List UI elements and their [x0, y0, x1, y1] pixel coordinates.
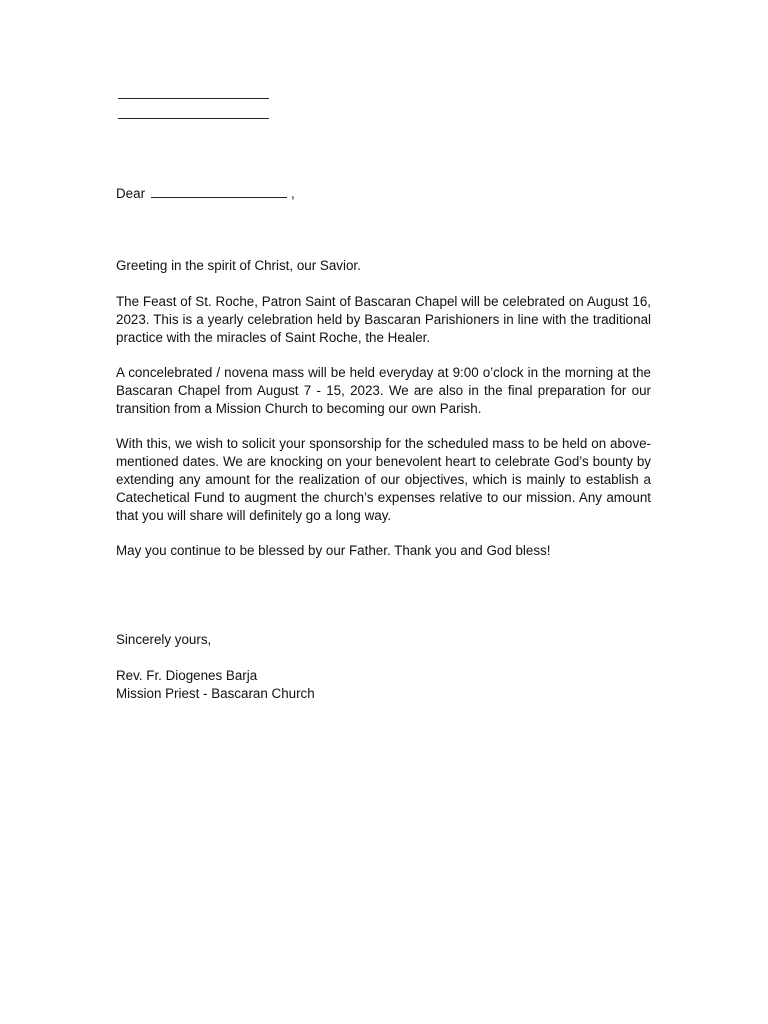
paragraph-novena: A concelebrated / novena mass will be held everyday at 9:00 o’clock in the morning at the Bascaran Chapel from August 7 - 15, 2023. We are also in the final preparation for our transition from a Mission Church to becoming our own Parish.: [116, 365, 651, 416]
signer-title: Mission Priest - Bascaran Church: [116, 686, 315, 701]
recipient-name-blank: [118, 98, 269, 99]
salutation-comma: ,: [291, 186, 295, 201]
salutation-name-blank: [151, 185, 287, 198]
salutation: [116, 185, 295, 203]
signer-name: Rev. Fr. Diogenes Barja: [116, 668, 258, 683]
closing-line: Sincerely yours,: [116, 632, 212, 647]
paragraph-sponsorship: With this, we wish to solicit your sponsorship for the scheduled mass to be held on above-mentioned dates. We are knocking on your benevolent heart to celebrate God’s bounty by extending any amount for the realization of our objectives, which is mainly to establish a Catechetical Fund to augment the church’s expenses relative to our mission. Any amount that you will share will definitely go a long way.: [116, 436, 651, 523]
recipient-address-blank: [118, 118, 269, 119]
salutation-word: Dear: [116, 186, 146, 201]
paragraph-blessing: May you continue to be blessed by our Father. Thank you and God bless!: [116, 543, 551, 558]
greeting-line: Greeting in the spirit of Christ, our Savior.: [116, 258, 361, 273]
paragraph-feast: The Feast of St. Roche, Patron Saint of Bascaran Chapel will be celebrated on August 16, 2023. This is a yearly celebration held by Bascaran Parishioners in line with the traditional practice with the miracles of Saint Roche, the Healer.: [116, 294, 651, 345]
